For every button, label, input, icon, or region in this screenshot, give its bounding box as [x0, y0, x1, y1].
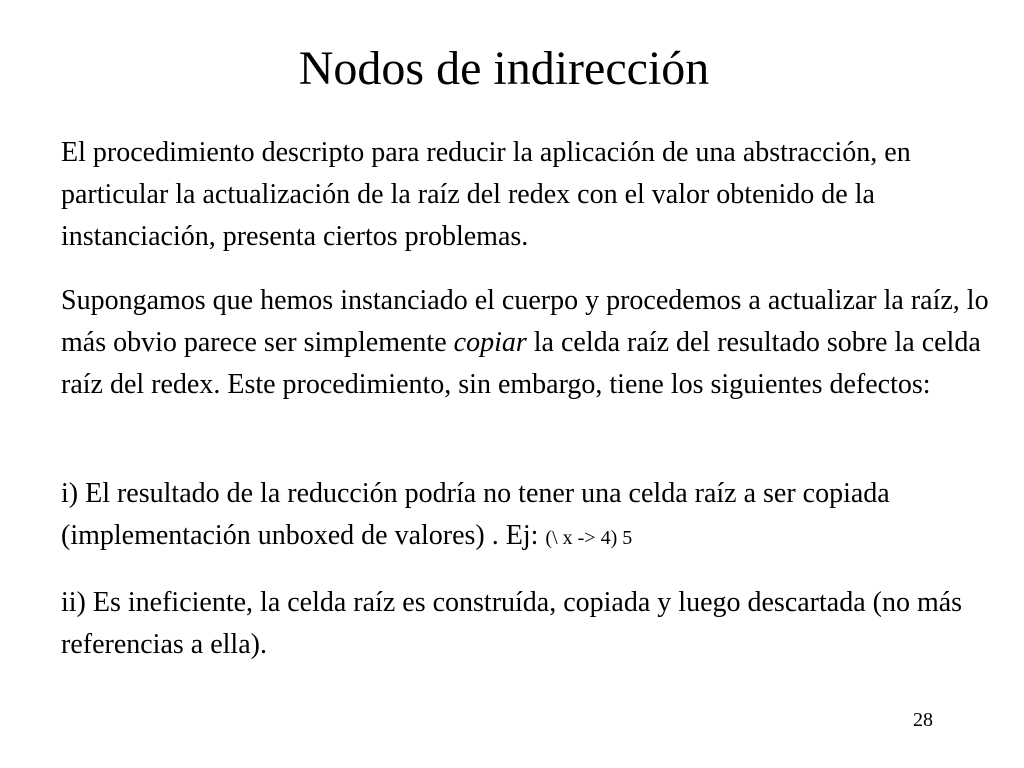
paragraph-copy-problem-part2: la celda raíz del resultado sobre la celda raíz del redex. Este procedimiento, sin embargo, tiene los siguientes defectos:	[61, 327, 981, 400]
defect-item-i	[61, 473, 996, 559]
paragraph-intro: El procedimiento descripto para reducir la aplicación de una abstracción, en particular la actualización de la raíz del redex con el valor obtenido de la instanciación, presenta ciertos problemas.	[61, 137, 911, 252]
paragraph-copy-problem	[61, 280, 996, 406]
emphasis-copiar: copiar	[453, 327, 527, 358]
page-number: 28	[913, 709, 933, 731]
defect-item-i-text: i) El resultado de la reducción podría no tener una celda raíz a ser copiada (implementación unboxed de valores) . Ej:	[61, 478, 890, 551]
defect-item-ii: ii) Es ineficiente, la celda raíz es construída, copiada y luego descartada (no más referencias a ella).	[61, 587, 963, 660]
defect-item-i-example: (\ x -> 4) 5	[545, 527, 633, 549]
paragraph-copy-problem-part1: Supongamos que hemos instanciado el cuerpo y procedemos a actualizar la raíz, lo más obvio parece ser simplemente	[61, 285, 989, 358]
slide-title: Nodos de indirección	[298, 42, 710, 95]
